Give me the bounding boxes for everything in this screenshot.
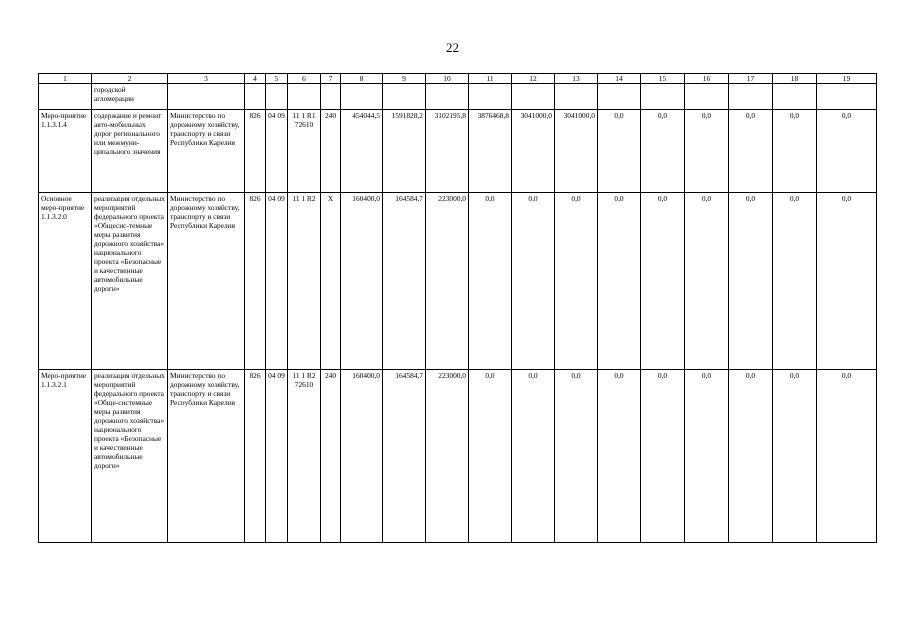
table-cell: 3041000,0 — [512, 110, 555, 193]
table-cell: 160400,0 — [341, 370, 383, 543]
table-cell: 0,0 — [641, 110, 685, 193]
table-cell — [555, 84, 598, 110]
table-cell: 0,0 — [641, 370, 685, 543]
table-cell: 240 — [321, 110, 341, 193]
table-cell: 826 — [245, 110, 266, 193]
table-cell — [321, 84, 341, 110]
table-cell: 0,0 — [817, 110, 877, 193]
column-header: 1 — [39, 74, 92, 84]
table-cell: Министерство по дорожному хозяйству, транспорту и связи Республики Карелия — [168, 193, 245, 370]
table-cell: 0,0 — [817, 193, 877, 370]
table-cell: 11 1 R1 72610 — [288, 110, 321, 193]
table-cell — [641, 84, 685, 110]
table-cell: 3876468,8 — [469, 110, 512, 193]
table-cell — [512, 84, 555, 110]
table-cell: 1591828,2 — [383, 110, 426, 193]
table-cell: 160400,0 — [341, 193, 383, 370]
continued-row — [39, 84, 877, 110]
table-cell: реализация отдельных мероприятий федерального проекта «Обще-системные меры развития дорожного хозяйства» национального проекта «Безопасные и качественные автомобильные дороги» — [92, 370, 168, 543]
table-cell — [729, 84, 773, 110]
table-cell — [168, 84, 245, 110]
table-cell: 0,0 — [773, 110, 817, 193]
table-cell — [817, 84, 877, 110]
table-cell — [426, 84, 469, 110]
table-cell: 0,0 — [817, 370, 877, 543]
table-cell: Меро-приятие 1.1.3.2.1 — [39, 370, 92, 543]
table-cell: 0,0 — [685, 193, 729, 370]
table-cell — [245, 84, 266, 110]
table-cell: 0,0 — [555, 370, 598, 543]
column-header: 3 — [168, 74, 245, 84]
table-cell: 0,0 — [598, 110, 641, 193]
table-cell: содержание и ремонт авто-мобильных дорог регионального или межмуни-ципального значения — [92, 110, 168, 193]
table-cell — [469, 84, 512, 110]
table-cell: 0,0 — [598, 370, 641, 543]
table-cell: 826 — [245, 193, 266, 370]
table-cell: 0,0 — [512, 193, 555, 370]
table-cell: реализация отдельных мероприятий федерального проекта «Общесис-темные меры развития дорожного хозяйства» национального проекта «Безопасные и качественные автомобильные дороги» — [92, 193, 168, 370]
table-cell: 3041000,0 — [555, 110, 598, 193]
table-cell — [288, 84, 321, 110]
table-cell: 0,0 — [469, 193, 512, 370]
column-header: 12 — [512, 74, 555, 84]
table-cell: 0,0 — [773, 193, 817, 370]
table-cell: 240 — [321, 370, 341, 543]
table-cell — [266, 84, 288, 110]
table-cell: городской агломерации — [92, 84, 168, 110]
column-header: 15 — [641, 74, 685, 84]
column-header: 2 — [92, 74, 168, 84]
column-header: 5 — [266, 74, 288, 84]
table-row — [39, 110, 877, 193]
table-cell: 223000,0 — [426, 370, 469, 543]
column-header: 19 — [817, 74, 877, 84]
table-cell: 0,0 — [512, 370, 555, 543]
table-cell: Министерство по дорожному хозяйству, транспорту и связи Республики Карелия — [168, 370, 245, 543]
table-cell: 0,0 — [729, 370, 773, 543]
column-header: 13 — [555, 74, 598, 84]
column-header: 9 — [383, 74, 426, 84]
table-cell: Министерство по дорожному хозяйству, транспорту и связи Республики Карелия — [168, 110, 245, 193]
table-cell: 04 09 — [266, 370, 288, 543]
table-cell — [383, 84, 426, 110]
table-cell: Основное меро-приятие 1.1.3.2.0 — [39, 193, 92, 370]
column-header: 4 — [245, 74, 266, 84]
table-cell: 3102195,8 — [426, 110, 469, 193]
table-cell: 04 09 — [266, 193, 288, 370]
table-cell — [39, 84, 92, 110]
column-header: 17 — [729, 74, 773, 84]
table-cell: 0,0 — [729, 110, 773, 193]
column-header: 14 — [598, 74, 641, 84]
table-cell: 454044,5 — [341, 110, 383, 193]
table-cell: 826 — [245, 370, 266, 543]
table-cell: 0,0 — [685, 370, 729, 543]
column-header: 11 — [469, 74, 512, 84]
table-cell — [685, 84, 729, 110]
column-number-row — [39, 74, 877, 84]
column-header: 7 — [321, 74, 341, 84]
table-cell: 223000,0 — [426, 193, 469, 370]
table-cell: 0,0 — [469, 370, 512, 543]
table-cell: 04 09 — [266, 110, 288, 193]
table-cell — [598, 84, 641, 110]
column-header: 6 — [288, 74, 321, 84]
column-header: 10 — [426, 74, 469, 84]
table-cell: 164584,7 — [383, 193, 426, 370]
page-number: 22 — [446, 40, 459, 55]
table-cell: 0,0 — [598, 193, 641, 370]
table-cell: Меро-приятие 1.1.3.1.4 — [39, 110, 92, 193]
table-cell — [773, 84, 817, 110]
table-cell: 11 1 R2 — [288, 193, 321, 370]
table-cell: 0,0 — [773, 370, 817, 543]
table-row — [39, 193, 877, 370]
table-cell: Х — [321, 193, 341, 370]
table-cell — [341, 84, 383, 110]
table-cell: 0,0 — [729, 193, 773, 370]
table-cell: 0,0 — [641, 193, 685, 370]
table-cell: 164584,7 — [383, 370, 426, 543]
table-row — [39, 370, 877, 543]
table-cell: 0,0 — [555, 193, 598, 370]
column-header: 8 — [341, 74, 383, 84]
table-cell: 0,0 — [685, 110, 729, 193]
table-cell: 11 1 R2 72610 — [288, 370, 321, 543]
column-header: 16 — [685, 74, 729, 84]
column-header: 18 — [773, 74, 817, 84]
program-table — [38, 73, 877, 543]
